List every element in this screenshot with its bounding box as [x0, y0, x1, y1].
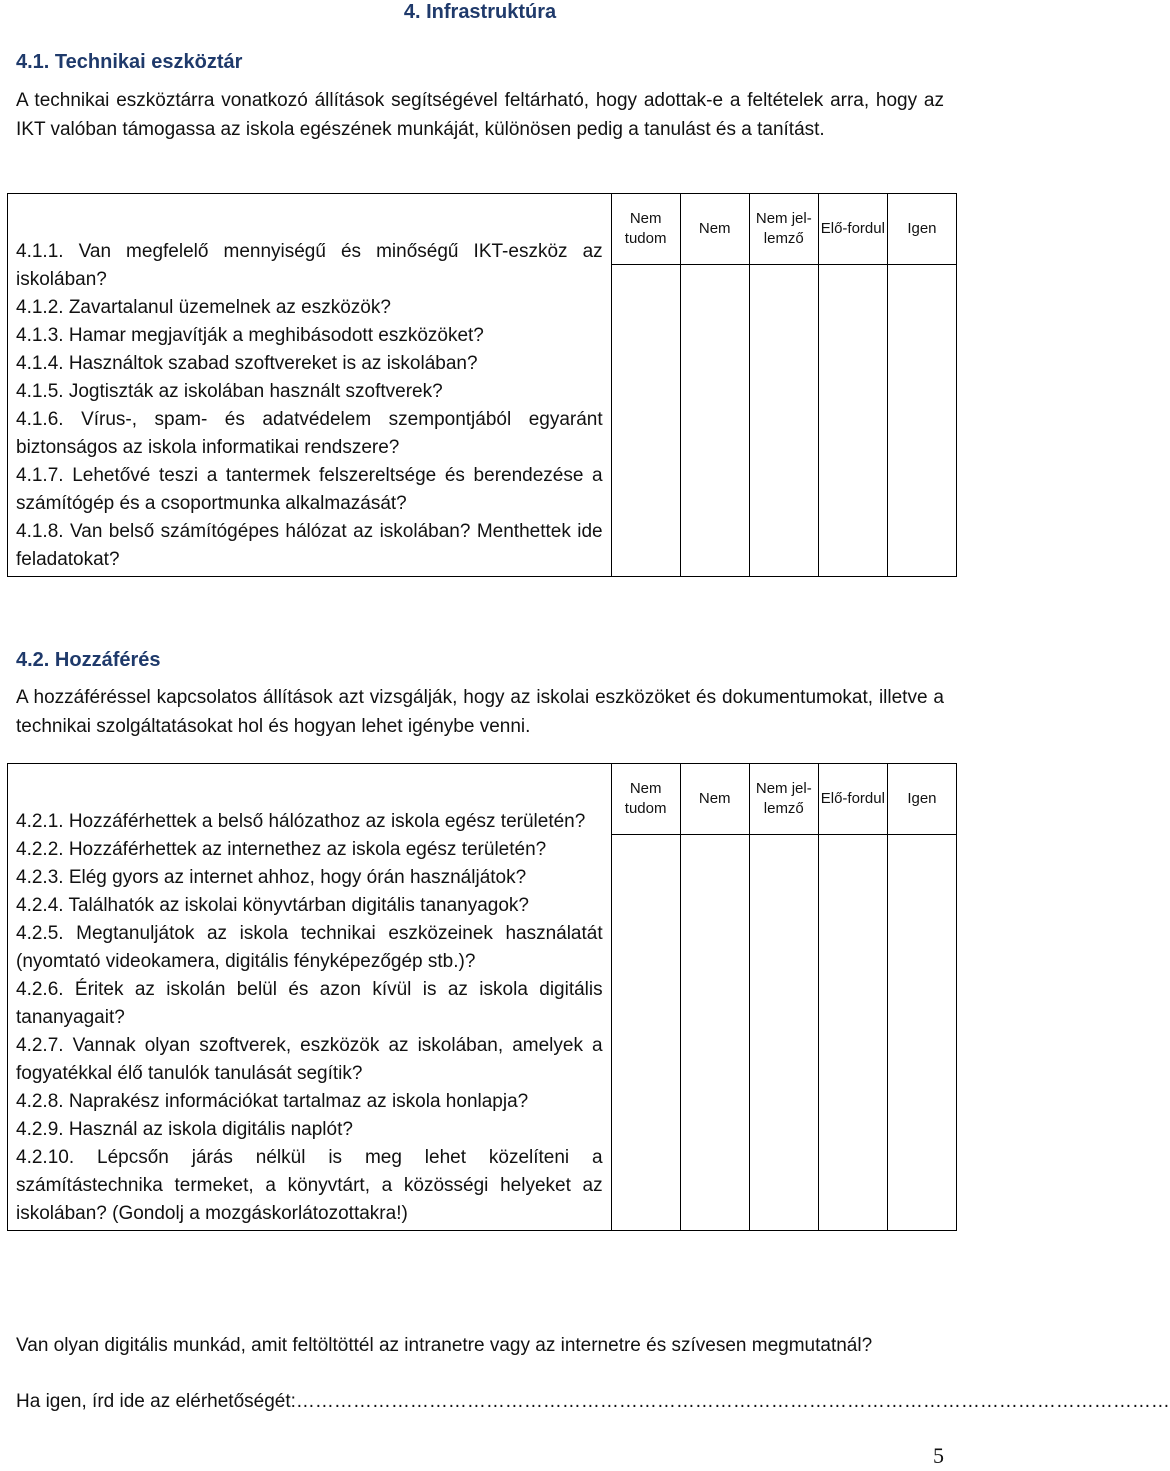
question-item: 4.2.5. Megtanuljátok az iskola technikai eszközeinek használatát (nyomtató videokamera, digitális fényképezőgép stb.)? — [16, 923, 603, 972]
question-item: 4.1.8. Van belső számítógépes hálózat az iskolában? Menthettek ide feladatokat? — [16, 521, 603, 570]
question-item: 4.1.2. Zavartalanul üzemelnek az eszközök? — [16, 297, 391, 318]
section-2-intro: A hozzáféréssel kapcsolatos állítások azt vizsgálják, hogy az iskolai eszközöket és dokumentumokat, illetve a technikai szolgáltatásokat hol és hogyan lehet igénybe venni. — [16, 687, 944, 737]
question-item: 4.1.1. Van megfelelő mennyiségű és minőségű IKT-eszköz az iskolában? — [16, 241, 603, 290]
header-nem: Nem — [680, 194, 749, 265]
answer-cell-igen[interactable] — [887, 835, 956, 1231]
question-cell — [8, 764, 612, 1231]
question-item: 4.2.9. Használ az iskola digitális naplót? — [16, 1119, 353, 1140]
question-item: 4.2.2. Hozzáférhettek az internethez az iskola egész területén? — [16, 839, 547, 860]
question-item: 4.2.1. Hozzáférhettek a belső hálózathoz az iskola egész területén? — [16, 811, 586, 832]
header-igen: Igen — [887, 194, 956, 265]
question-item: 4.1.3. Hamar megjavítják a meghibásodott eszközöket? — [16, 325, 484, 346]
closing-question: Van olyan digitális munkád, amit feltöltöttél az intranetre vagy az internetre és szívesen megmutatnál? — [16, 1335, 873, 1356]
question-item: 4.1.5. Jogtiszták az iskolában használt szoftverek? — [16, 381, 443, 402]
page-number: 5 — [933, 1443, 944, 1468]
section-2-title: 4.2. Hozzáférés — [16, 649, 161, 671]
question-item: 4.1.4. Használtok szabad szoftvereket is az iskolában? — [16, 353, 478, 374]
question-item: 4.1.6. Vírus-, spam- és adatvédelem szempontjából egyaránt biztonságos az iskola informatikai rendszere? — [16, 409, 603, 458]
header-nem-tudom: Nem tudom — [611, 194, 680, 265]
answer-cell-nem[interactable] — [680, 265, 749, 577]
header-nem-tudom: Nem tudom — [611, 764, 680, 835]
section-1-intro: A technikai eszköztárra vonatkozó állítások segítségével feltárható, hogy adottak-e a feltételek arra, hogy az IKT valóban támogassa az iskola egészének munkáját, különösen pedig a tanulást és a tanítást. — [16, 90, 944, 140]
answer-cell-nem-tudom[interactable] — [611, 265, 680, 577]
chapter-title: 4. Infrastruktúra — [403, 1, 557, 23]
question-item: 4.2.3. Elég gyors az internet ahhoz, hogy órán használjátok? — [16, 867, 527, 888]
header-nem-jellemzo: Nem jel-lemző — [749, 194, 818, 265]
question-item: 4.1.7. Lehetővé teszi a tantermek felszereltsége és berendezése a számítógép és a csoportmunka alkalmazását? — [16, 465, 603, 514]
closing-prompt[interactable]: Ha igen, írd ide az elérhetőségét:………………………………………………………………………………………………………………………… — [16, 1391, 1170, 1412]
answer-cell-elofordul[interactable] — [818, 835, 887, 1231]
answer-cell-elofordul[interactable] — [818, 265, 887, 577]
answer-cell-igen[interactable] — [887, 265, 956, 577]
section-2-survey-table — [7, 763, 957, 1231]
answer-cell-nem-jellemzo[interactable] — [749, 265, 818, 577]
answer-cell-nem[interactable] — [680, 835, 749, 1231]
question-item: 4.2.7. Vannak olyan szoftverek, eszközök az iskolában, amelyek a fogyatékkal élő tanulók tanulását segítik? — [16, 1035, 603, 1084]
header-elofordul: Elő-fordul — [818, 194, 887, 265]
question-item: 4.2.8. Naprakész információkat tartalmaz az iskola honlapja? — [16, 1091, 529, 1112]
header-elofordul: Elő-fordul — [818, 764, 887, 835]
question-item: 4.2.4. Találhatók az iskolai könyvtárban digitális tananyagok? — [16, 895, 529, 916]
section-1-title: 4.1. Technikai eszköztár — [16, 51, 243, 73]
header-nem: Nem — [680, 764, 749, 835]
answer-cell-nem-tudom[interactable] — [611, 835, 680, 1231]
question-item: 4.2.6. Éritek az iskolán belül és azon kívül is az iskola digitális tananyagait? — [16, 979, 603, 1028]
header-igen: Igen — [887, 764, 956, 835]
section-1-survey-table — [7, 193, 957, 577]
header-nem-jellemzo: Nem jel-lemző — [749, 764, 818, 835]
question-item: 4.2.10. Lépcsőn járás nélkül is meg lehet közelíteni a számítástechnika termeket, a könyvtárt, a közösségi helyeket az iskolában? (Gondolj a mozgáskorlátozottakra!) — [16, 1147, 603, 1224]
answer-cell-nem-jellemzo[interactable] — [749, 835, 818, 1231]
question-cell — [8, 194, 612, 577]
